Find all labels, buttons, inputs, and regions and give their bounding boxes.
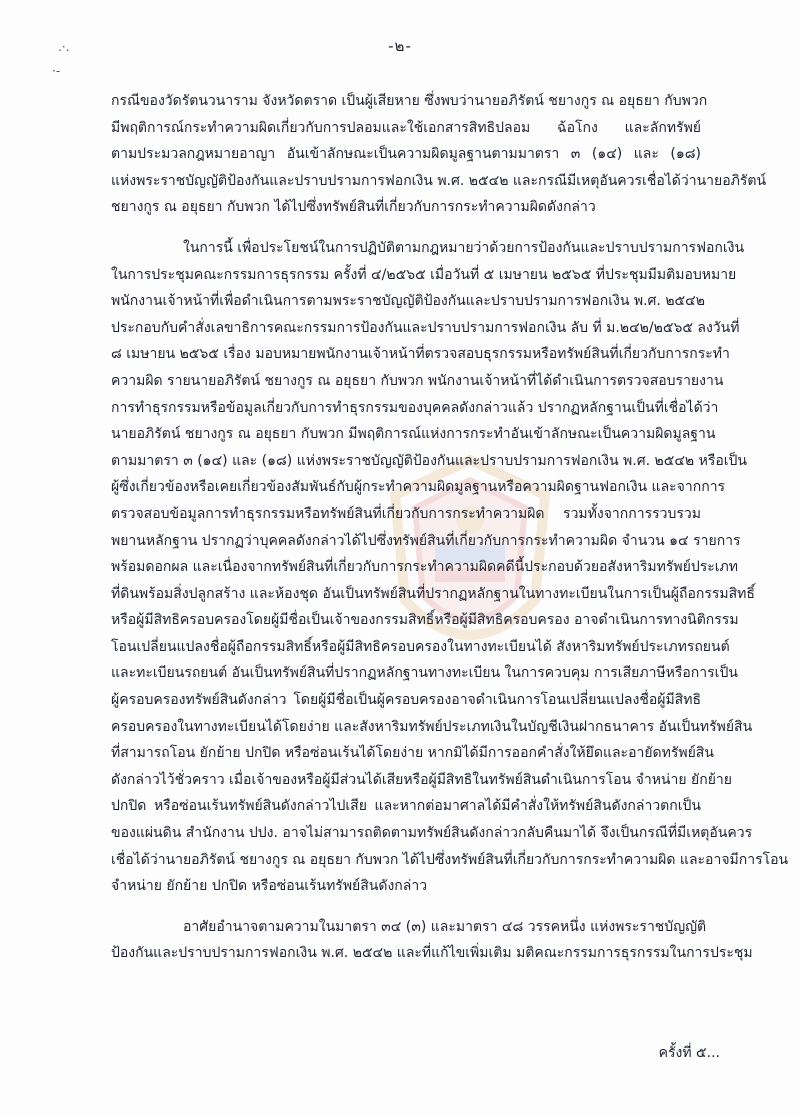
text-line: เชื่อได้ว่านายอภิรัตน์ ชยางกูร ณ อยุธยา กับพวก ได้ไปซึ่งทรัพย์สินที่เกี่ยวกับการกระทำความผิด และอาจมีการโอน (111, 851, 789, 868)
text-line: ตามมาตรา ๓ (๑๔) และ (๑๘) แห่งพระราชบัญญัติป้องกันและปราบปรามการฟอกเงิน พ.ศ. ๒๕๔๒ หรือเป็น (111, 452, 747, 469)
continuation-marker: ครั้งที่ ๕... (658, 1045, 720, 1061)
text-line: ๘ เมษายน ๒๕๖๕ เรื่อง มอบหมายพนักงานเจ้าหน้าที่ตรวจสอบธุรกรรมหรือทรัพย์สินที่เกี่ยวกับการกระทำ (111, 346, 730, 363)
text-line: ผู้ซึ่งเกี่ยวข้องหรือเคยเกี่ยวข้องสัมพันธ์กับผู้กระทำความผิดมูลฐานหรือความผิดฐานฟอกเงิน และจากการ (111, 479, 726, 496)
document-body (111, 88, 789, 967)
text-line: ตรวจสอบข้อมูลการทำธุรกรรมหรือทรัพย์สินที่เกี่ยวกับการกระทำความผิด รวมทั้งจากการรวบรวม (111, 505, 701, 522)
text-line: ความผิด รายนายอภิรัตน์ ชยางกูร ณ อยุธยา กับพวก พนักงานเจ้าหน้าที่ได้ดำเนินการตรวจสอบรายงาน (111, 372, 724, 389)
text-line: การทำธุรกรรมหรือข้อมูลเกี่ยวกับการทำธุรกรรมของบุคคลดังกล่าวแล้ว ปรากฏหลักฐานเป็นที่เชื่อได้ว่า (111, 399, 719, 416)
text-line: ในการประชุมคณะกรรมการธุรกรรม ครั้งที่ ๔/๒๕๖๕ เมื่อวันที่ ๕ เมษายน ๒๕๖๕ ที่ประชุมมีมติมอบหมาย (111, 266, 737, 283)
text-line: ปกปิด หรือซ่อนเร้นทรัพย์สินดังกล่าวไปเสีย และหากต่อมาศาลได้มีคำสั่งให้ทรัพย์สินดังกล่าวตกเป็น (111, 798, 701, 815)
text-line: แห่งพระราชบัญญัติป้องกันและปราบปรามการฟอกเงิน พ.ศ. ๒๕๔๒ และกรณีมีเหตุอันควรเชื่อได้ว่านายอภิรัตน์ (111, 172, 767, 189)
text-line: พร้อมดอกผล และเนื่องจากทรัพย์สินที่เกี่ยวกับการกระทำความผิดคดีนี้ประกอบด้วยอสังหาริมทรัพย์ประเภท (111, 559, 738, 576)
text-line: พยานหลักฐาน ปรากฏว่าบุคคลดังกล่าวได้ไปซึ่งทรัพย์สินที่เกี่ยวกับการกระทำความผิด จำนวน ๑๔ รายการ (111, 532, 741, 549)
page-number: -๒- (388, 37, 412, 55)
text-line: ที่ดินพร้อมสิ่งปลูกสร้าง และห้องชุด อันเป็นทรัพย์สินที่ปรากฏหลักฐานในทางทะเบียนในการเป็นผู้ถือกรรมสิทธิ์ (111, 585, 755, 602)
paragraph-1 (111, 88, 767, 221)
text-line: กรณีของวัดรัตนวนาราม จังหวัดตราด เป็นผู้เสียหาย ซึ่งพบว่านายอภิรัตน์ ชยางกูร ณ อยุธยา กับพวก (111, 93, 708, 109)
scan-mark: ·‑ (52, 64, 61, 78)
text-line: ผู้ครอบครองทรัพย์สินดังกล่าว โดยผู้มีชื่อเป็นผู้ครอบครองอาจดำเนินการโอนเปลี่ยนแปลงชื่อผู้มีสิทธิ (111, 692, 701, 709)
text-line: หรือผู้มีสิทธิครอบครองโดยผู้มีชื่อเป็นเจ้าของกรรมสิทธิ์หรือผู้มีสิทธิครอบครอง อาจดำเนินการทางนิติกรรม (111, 612, 739, 629)
text-line: ประกอบกับคำสั่งเลขาธิการคณะกรรมการป้องกันและปราบปรามการฟอกเงิน ลับ ที่ ม.๒๔๒/๒๕๖๕ ลงวันที่ (111, 319, 740, 336)
text-line: ครอบครองในทางทะเบียนได้โดยง่าย และสังหาริมทรัพย์ประเภทเงินในบัญชีเงินฝากธนาคาร อันเป็นทรัพย์สิน (111, 718, 753, 735)
paragraph-3 (111, 914, 753, 967)
text-line: โอนเปลี่ยนแปลงชื่อผู้ถือกรรมสิทธิ์หรือผู้มีสิทธิครอบครองในทางทะเบียนได้ สังหาริมทรัพย์ประเภทรถยนต์ (111, 638, 730, 655)
paragraph-2 (111, 235, 789, 900)
text-line: มีพฤติการณ์กระทำความผิดเกี่ยวกับการปลอมและใช้เอกสารสิทธิปลอม ฉ้อโกง และลักทรัพย์ (111, 119, 701, 136)
text-line: ที่สามารถโอน ยักย้าย ปกปิด หรือซ่อนเร้นได้โดยง่าย หากมิได้มีการออกคำสั่งให้ยึดและอายัดทรัพย์สิน (111, 745, 714, 762)
text-line: ของแผ่นดิน สำนักงาน ปปง. อาจไม่สามารถติดตามทรัพย์สินดังกล่าวกลับคืนมาได้ จึงเป็นกรณีที่มีเหตุอันควร (111, 825, 753, 842)
scan-mark: .·. (58, 40, 70, 54)
text-line: ในการนี้ เพื่อประโยชน์ในการปฏิบัติตามกฎหมายว่าด้วยการป้องกันและปราบปรามการฟอกเงิน (183, 239, 745, 256)
text-line: นายอภิรัตน์ ชยางกูร ณ อยุธยา กับพวก มีพฤติการณ์แห่งการกระทำอันเข้าลักษณะเป็นความผิดมูลฐาน (111, 426, 716, 443)
text-line: ป้องกันและปราบปรามการฟอกเงิน พ.ศ. ๒๕๔๒ และที่แก้ไขเพิ่มเติม มติคณะกรรมการธุรกรรมในการประชุม (111, 945, 753, 962)
text-line: จำหน่าย ยักย้าย ปกปิด หรือซ่อนเร้นทรัพย์สินดังกล่าว (111, 878, 428, 895)
text-line: ดังกล่าวไว้ชั่วคราว เมื่อเจ้าของหรือผู้มีส่วนได้เสียหรือผู้มีสิทธิในทรัพย์สินดำเนินการโอน จำหน่าย ยักย้าย (111, 771, 732, 788)
text-line: พนักงานเจ้าหน้าที่เพื่อดำเนินการตามพระราชบัญญัติป้องกันและปราบปรามการฟอกเงิน พ.ศ. ๒๕๔๒ (111, 293, 705, 310)
text-line: ชยางกูร ณ อยุธยา กับพวก ได้ไปซึ่งทรัพย์สินที่เกี่ยวกับการกระทำความผิดดังกล่าว (111, 199, 596, 216)
text-line: อาศัยอำนาจตามความในมาตรา ๓๔ (๓) และมาตรา ๔๘ วรรคหนึ่ง แห่งพระราชบัญญัติ (183, 918, 707, 935)
text-line: ตามประมวลกฎหมายอาญา อันเข้าลักษณะเป็นความผิดมูลฐานตามมาตรา ๓ (๑๔) และ (๑๘) (111, 146, 701, 163)
text-line: และทะเบียนรถยนต์ อันเป็นทรัพย์สินที่ปรากฏหลักฐานทางทะเบียน ในการควบคุม การเสียภาษีหรือการเป็น (111, 665, 738, 682)
